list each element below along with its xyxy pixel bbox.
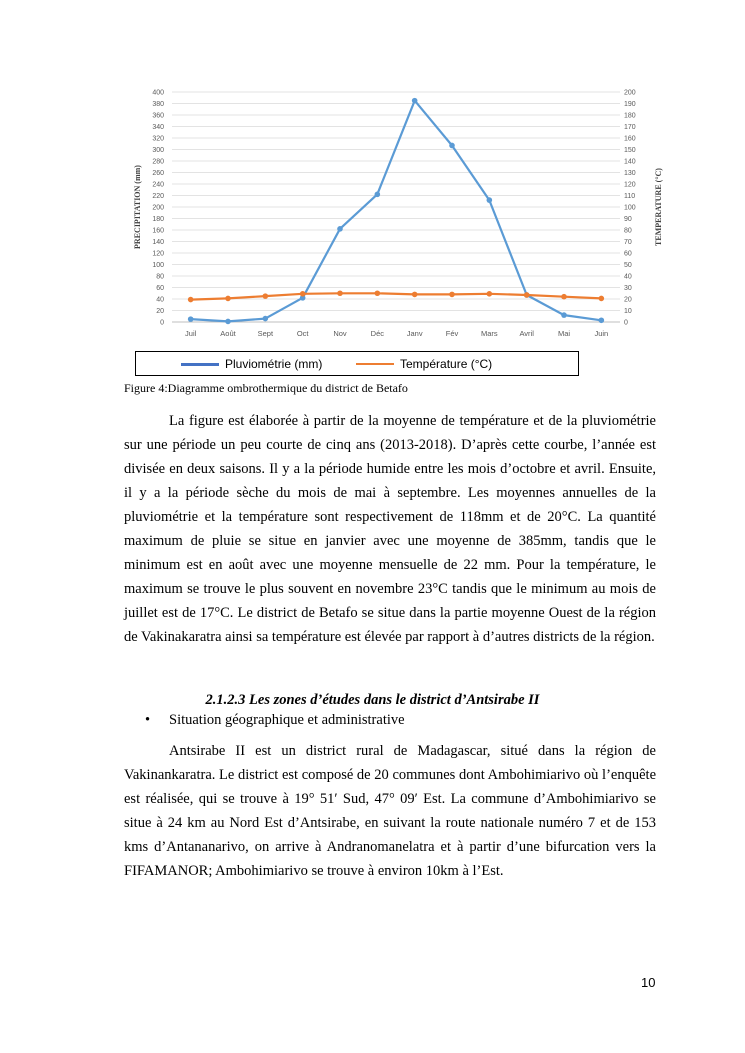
legend-temp — [356, 357, 492, 371]
y2-tick-label: 130 — [624, 170, 636, 177]
y-tick-label: 220 — [152, 193, 164, 200]
y2-tick-label: 170 — [624, 124, 636, 131]
y2-tick-label: 160 — [624, 135, 636, 143]
y-tick-label: 360 — [152, 112, 164, 120]
temperature-point — [225, 296, 231, 302]
x-tick-label: Oct — [296, 329, 309, 338]
y-tick-label: 400 — [152, 89, 164, 97]
x-tick-label: Sept — [257, 329, 274, 338]
y2-tick-label: 30 — [624, 285, 632, 292]
x-tick-label: Juin — [594, 329, 609, 338]
legend-temp-label: Température (°C) — [400, 357, 493, 371]
y2-tick-label: 10 — [624, 308, 632, 315]
chart-svg — [120, 80, 663, 350]
y-tick-label: 100 — [152, 262, 164, 269]
y2-tick-label: 140 — [624, 158, 636, 166]
y2-tick-label: 60 — [624, 250, 632, 258]
figure-caption: Figure 4:Diagramme ombrothermique du district de Betafo — [124, 381, 408, 395]
page-number: 10 — [641, 975, 656, 990]
y2-tick-label: 50 — [624, 262, 632, 269]
y-tick-label: 320 — [152, 135, 164, 143]
temperature-point — [375, 290, 381, 296]
bullet-item — [145, 712, 405, 729]
legend-rain — [181, 357, 322, 371]
y-tick-label: 300 — [152, 147, 164, 154]
y-tick-label: 120 — [152, 250, 164, 258]
rainfall-point — [188, 316, 194, 322]
paragraph-antsirabe: Antsirabe II est un district rural de Madagascar, situé dans la région de Vakinankaratra. Le district est composé de 20 communes dont Ambohimiarivo où l’enquête est réalisée, qui se trouve à 19° 51′ Sud, 47° 09′ Est. La commune d’Ambohimiarivo se situe à 24 km au Nord Est d’Antsirabe, en suivant la route nationale numéro 7 et de 153 kms d’Antananarivo, on arrive à Andranomanelatra et à partir d’une bifurcation vers la FIFAMANOR; Ambohimiarivo se trouve à environ 10km à l’Est. — [124, 743, 656, 879]
y2-tick-label: 70 — [624, 239, 632, 246]
temperature-point — [337, 290, 343, 296]
temperature-point — [263, 293, 269, 299]
rainfall-point — [561, 312, 567, 318]
y2-tick-label: 110 — [624, 193, 636, 200]
section-heading: 2.1.2.3 Les zones d’études dans le district d’Antsirabe II — [205, 692, 540, 708]
ombrothermic-chart — [120, 80, 663, 350]
y-tick-label: 240 — [152, 181, 164, 189]
y-tick-label: 20 — [156, 308, 164, 315]
legend-temp-swatch — [356, 363, 394, 365]
paragraph-climate: La figure est élaborée à partir de la moyenne de température et de la pluviométrie sur une période un peu courte de cinq ans (2013-2018). D’après cette courbe, l’année est divisée en deux saisons. Il y a la période humide entre les mois d’octobre et avril. Ensuite, il y a la période sèche du mois de mai à septembre. Les moyennes annuelles de la pluviométrie et la température sont respectivement de 118mm et de 20°C. La quantité maximum de pluie se situe en janvier avec une moyenne de 385mm, tandis que le minimum est en août avec une moyenne mensuelle de 22 mm. Pour la température, le maximum se trouve le plus souvent en novembre 23°C tandis que le minimum au mois de juillet est de 17°C. Le district de Betafo se situe dans la partie moyenne Ouest de la région de Vakinakaratra ainsi sa température est élevée par rapport à d’autres districts de la région. — [124, 413, 656, 645]
y2-tick-label: 190 — [624, 101, 636, 108]
y2-tick-label: 120 — [624, 181, 636, 189]
temperature-point — [449, 292, 455, 298]
rainfall-point — [263, 316, 269, 322]
y-tick-label: 80 — [156, 273, 164, 281]
temperature-point — [188, 297, 194, 303]
y-tick-label: 60 — [156, 285, 164, 292]
x-tick-label: Janv — [406, 329, 423, 338]
temperature-point — [412, 292, 418, 298]
y2-tick-label: 100 — [624, 204, 636, 212]
rainfall-point — [449, 143, 455, 149]
y-tick-label: 180 — [152, 216, 164, 223]
y-tick-label: 340 — [152, 124, 164, 131]
temperature-point — [487, 291, 493, 297]
x-tick-label: Avril — [519, 329, 534, 338]
y-axis-title: PRECIPITATION (mm) — [133, 165, 142, 249]
y2-tick-label: 20 — [624, 296, 632, 304]
rainfall-point — [337, 226, 343, 232]
chart-legend — [135, 351, 579, 376]
rainfall-point — [225, 319, 231, 325]
y-tick-label: 280 — [152, 158, 164, 166]
y2-tick-label: 0 — [624, 319, 628, 327]
x-tick-label: Mai — [557, 329, 571, 338]
temperature-point — [561, 294, 567, 300]
y-tick-label: 0 — [160, 319, 164, 327]
x-tick-label: Mars — [480, 329, 498, 338]
temperature-point — [524, 292, 530, 298]
legend-rain-label: Pluviométrie (mm) — [225, 357, 323, 371]
rainfall-point — [412, 98, 418, 104]
x-tick-label: Août — [220, 329, 236, 338]
y-tick-label: 140 — [152, 239, 164, 246]
legend-rain-swatch — [181, 363, 219, 366]
x-tick-label: Nov — [333, 329, 347, 338]
rainfall-point — [487, 197, 493, 203]
bullet-text: Situation géographique et administrative — [169, 712, 405, 728]
y-tick-label: 380 — [152, 101, 164, 108]
rainfall-line — [191, 101, 602, 322]
y2-tick-label: 150 — [624, 147, 636, 154]
rainfall-point — [375, 192, 381, 198]
x-tick-label: Déc — [370, 329, 385, 338]
y2-tick-label: 80 — [624, 227, 632, 235]
y2-axis-title: TEMPERATURE (°C) — [654, 168, 663, 246]
y2-tick-label: 90 — [624, 216, 632, 223]
rainfall-point — [599, 317, 605, 323]
y2-tick-label: 40 — [624, 273, 632, 281]
x-tick-label: Fév — [445, 329, 459, 338]
y-tick-label: 160 — [152, 227, 164, 235]
y-tick-label: 260 — [152, 170, 164, 177]
y2-tick-label: 200 — [624, 89, 636, 97]
temperature-point — [300, 291, 306, 297]
x-tick-label: Juil — [185, 329, 197, 338]
bullet-dot-icon: • — [145, 712, 151, 728]
y-tick-label: 200 — [152, 204, 164, 212]
y-tick-label: 40 — [156, 296, 164, 304]
y2-tick-label: 180 — [624, 112, 636, 120]
temperature-point — [599, 296, 605, 302]
